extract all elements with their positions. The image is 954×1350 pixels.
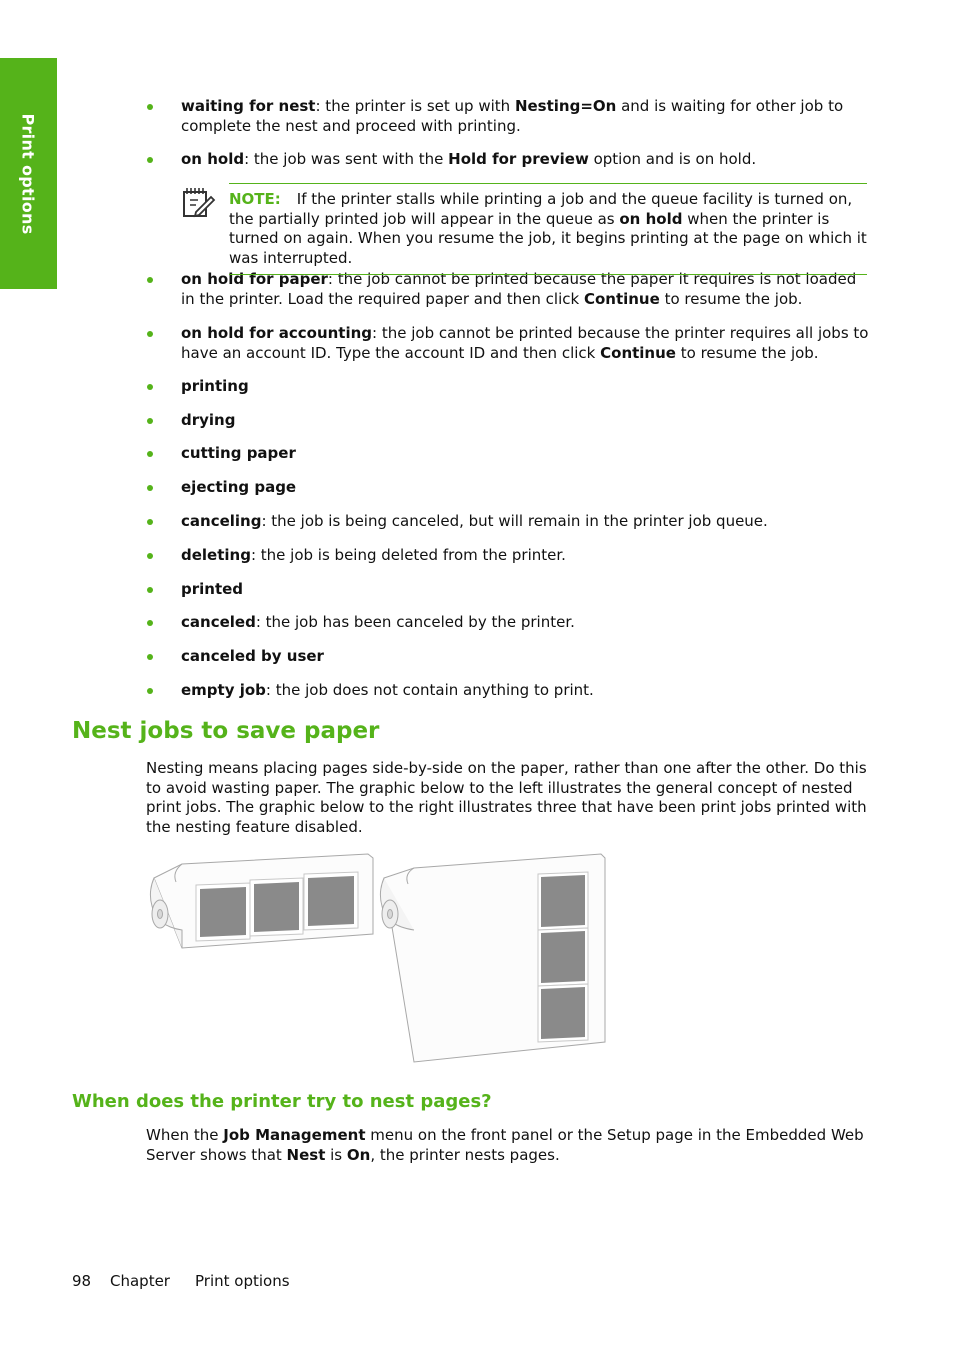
nesting-illustration <box>146 850 616 1066</box>
list-item-text: deleting: the job is being deleted from the printer. <box>181 546 566 564</box>
list-item <box>146 613 871 633</box>
list-item-text: waiting for nest: the printer is set up with Nesting=On and is waiting for other job to complete the nest and proceed with printing. <box>181 97 844 135</box>
print-block <box>541 987 585 1039</box>
list-item-text <box>181 647 871 667</box>
list-item-term: drying <box>181 411 236 429</box>
subsection-body: When the Job Management menu on the front panel or the Setup page in the Embedded Web Server shows that Nest is On, the printer nests pages. <box>146 1126 864 1164</box>
list-item-text <box>181 580 871 600</box>
list-item <box>146 150 871 170</box>
list-item <box>146 478 871 498</box>
side-tab-label: Print options <box>18 113 38 235</box>
bullet-dot <box>147 553 153 559</box>
print-block <box>200 887 246 937</box>
list-item <box>146 324 871 363</box>
bullet-dot <box>147 451 153 457</box>
bullet-dot <box>147 587 153 593</box>
list-item <box>146 270 871 309</box>
list-item <box>146 411 871 431</box>
list-item <box>146 97 871 136</box>
list-item-term: canceling <box>181 512 262 530</box>
list-item-term: empty job <box>181 681 266 699</box>
note-text: If the printer stalls while printing a job and the queue facility is turned on, the partially printed job will appear in the queue as on hold when the printer is turned on again. When you resume the job, it begins printing at the page on which it was interrupted. <box>229 190 867 267</box>
list-item-text <box>181 444 871 464</box>
note-box <box>229 183 867 275</box>
note-label: NOTE: <box>229 190 281 208</box>
bullet-dot <box>147 418 153 424</box>
list-item-term: waiting for nest <box>181 97 316 115</box>
note-icon <box>182 186 216 220</box>
bullet-dot <box>147 384 153 390</box>
bullet-dot <box>147 331 153 337</box>
list-item-term: ejecting page <box>181 478 297 496</box>
list-item-term: on hold for accounting <box>181 324 373 342</box>
bullet-dot <box>147 688 153 694</box>
list-item-text <box>181 411 871 431</box>
section-body: Nesting means placing pages side-by-side on the paper, rather than one after the other. Do this to avoid wasting paper. The graphic below to the left illustrates the general concept of nested print jobs. The graphic below to the right illustrates three that have been print jobs printed with the nesting feature disabled. <box>146 759 867 836</box>
section-title: Nest jobs to save paper <box>72 718 380 744</box>
bullet-dot <box>147 654 153 660</box>
list-item <box>146 512 871 532</box>
list-item-text: canceled: the job has been canceled by the printer. <box>181 613 575 631</box>
list-item <box>146 647 871 667</box>
bullet-dot <box>147 519 153 525</box>
list-item-text: empty job: the job does not contain anything to print. <box>181 681 594 699</box>
list-item <box>146 580 871 600</box>
list-item-term: deleting <box>181 546 251 564</box>
bullet-dot <box>147 104 153 110</box>
page-number: 98 <box>72 1272 92 1290</box>
list-item-text: on hold for paper: the job cannot be printed because the paper it requires is not loaded in the printer. Load the required paper and then click Continue to resume the job. <box>181 270 857 308</box>
print-block <box>541 931 585 983</box>
footer-chapter-title: Print options <box>195 1272 290 1290</box>
subsection-title: When does the printer try to nest pages? <box>72 1091 492 1112</box>
list-item-term: canceled <box>181 613 256 631</box>
list-item-term: cutting paper <box>181 444 296 462</box>
list-item <box>146 377 871 397</box>
bullet-dot <box>147 277 153 283</box>
print-block <box>308 876 354 926</box>
list-item-text: on hold: the job was sent with the Hold for preview option and is on hold. <box>181 150 757 168</box>
bullet-dot <box>147 620 153 626</box>
print-block <box>541 875 585 927</box>
list-item-term: canceled by user <box>181 647 324 665</box>
nested-roll-figure <box>150 854 373 948</box>
bullet-dot <box>147 157 153 163</box>
non-nested-roll-figure <box>380 854 605 1062</box>
list-item-term: on hold <box>181 150 245 168</box>
bullet-dot <box>147 485 153 491</box>
list-item-term: on hold for paper <box>181 270 328 288</box>
side-tab <box>0 58 57 289</box>
list-item-term: printed <box>181 580 244 598</box>
list-item <box>146 444 871 464</box>
list-item-text: canceling: the job is being canceled, but will remain in the printer job queue. <box>181 512 768 530</box>
list-item-text: on hold for accounting: the job cannot be printed because the printer requires all jobs to have an account ID. Type the account ID and then click Continue to resume the job. <box>181 324 869 362</box>
list-item <box>146 681 871 701</box>
print-block <box>254 882 299 932</box>
list-item-term: printing <box>181 377 249 395</box>
list-item-text <box>181 377 871 397</box>
list-item <box>146 546 871 566</box>
footer-chapter-label: Chapter <box>110 1272 170 1290</box>
list-item-text <box>181 478 871 498</box>
